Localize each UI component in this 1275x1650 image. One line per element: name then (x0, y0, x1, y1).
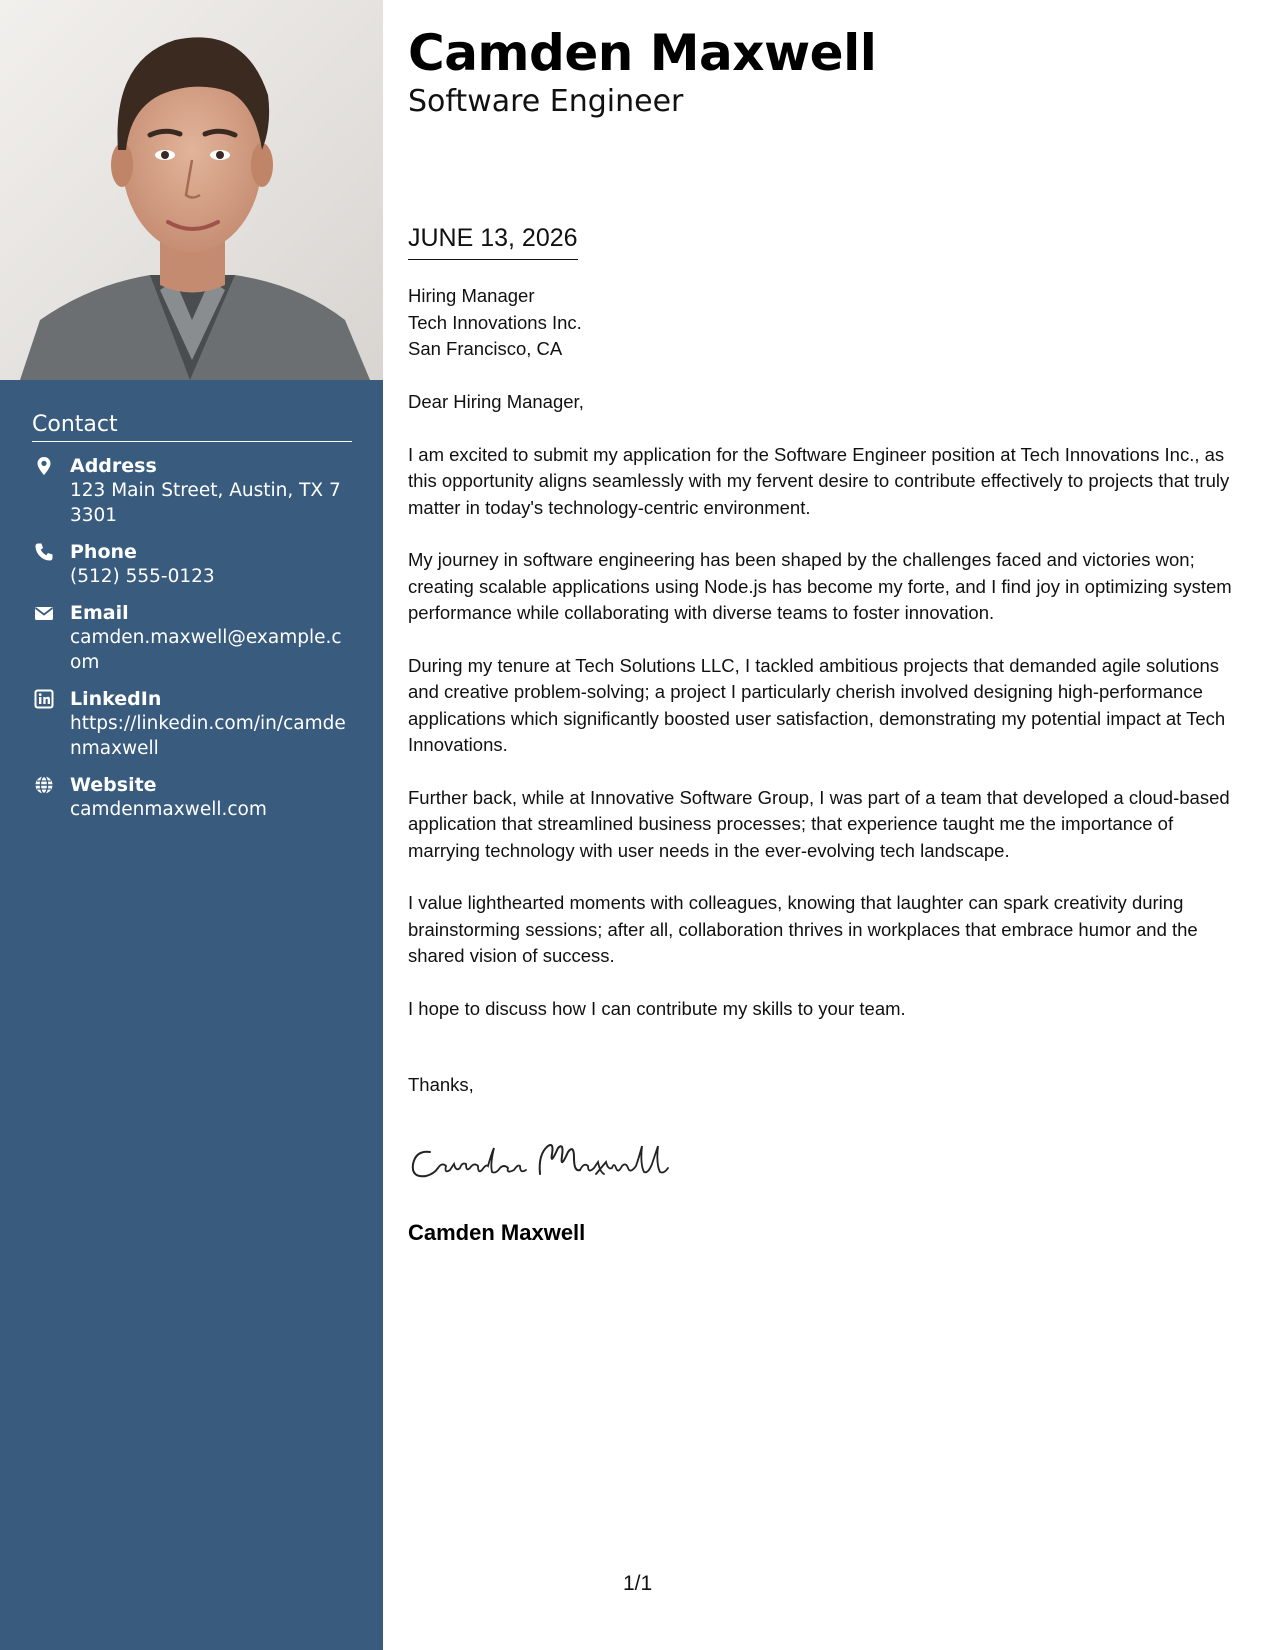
recipient-line: Hiring Manager (408, 285, 535, 306)
contact-item-phone (32, 540, 352, 589)
contact-value[interactable]: camdenmaxwell.com (70, 799, 267, 820)
contact-value: (512) 555-0123 (70, 566, 215, 587)
body-paragraph: Further back, while at Innovative Software Group, I was part of a team that developed a cloud-based application that streamlined business processes; that experience taught me the importance of marrying technology with user needs in the ever-evolving tech landscape. (408, 786, 1230, 861)
signed-name: Camden Maxwell (408, 1220, 586, 1245)
recipient-line: Tech Innovations Inc. (408, 311, 582, 333)
sidebar (0, 0, 383, 1650)
phone-icon (34, 542, 54, 562)
letter-body (408, 389, 1248, 1048)
body-paragraph: I am excited to submit my application for the Software Engineer position at Tech Innovations Inc., as this opportunity aligns seamlessly with my fervent desire to contribute effectively to projects that truly matter in today's technology-centric environment. (408, 443, 1230, 518)
linkedin-icon (34, 689, 54, 709)
recipient-line: San Francisco, CA (408, 338, 563, 359)
body-paragraph: During my tenure at Tech Solutions LLC, I tackled ambitious projects that demanded agile solutions and creative problem-solving; a project I particularly cherish involved designing high-performance applications which significantly boosted user satisfaction, demonstrating my potential impact at Tech Innovations. (408, 654, 1226, 755)
recipient-block (408, 283, 582, 363)
contact-value: 123 Main Street, Austin, TX 73301 (70, 480, 341, 526)
contact-item-linkedin (32, 687, 352, 761)
contact-value: camden.maxwell@example.com (70, 627, 342, 673)
globe-icon (34, 775, 54, 795)
contact-label: LinkedIn (70, 688, 162, 710)
contact-item-website (32, 773, 352, 822)
profile-photo (0, 0, 383, 380)
salutation: Dear Hiring Manager, (408, 391, 584, 412)
handwritten-signature (408, 1134, 688, 1190)
contact-label: Email (70, 602, 129, 624)
page-indicator: 1/1 (623, 1572, 653, 1595)
closing: Thanks, (408, 1074, 474, 1095)
body-paragraph: I hope to discuss how I can contribute my skills to your team. (408, 997, 906, 1019)
applicant-name: Camden Maxwell (408, 24, 877, 82)
mail-icon (34, 603, 54, 623)
body-paragraph: My journey in software engineering has been shaped by the challenges faced and victories won; creating scalable applications using Node.js has become my forte, and I find joy in optimizing system performance while collaborating with diverse teams to foster innovation. (408, 549, 1232, 623)
letter-date: JUNE 13, 2026 (408, 224, 578, 260)
contact-label: Website (70, 774, 157, 796)
contact-label: Phone (70, 541, 137, 563)
contact-heading: Contact (32, 412, 352, 442)
body-paragraph: I value lighthearted moments with colleagues, knowing that laughter can spark creativity during brainstorming sessions; after all, collaboration thrives in workplaces that embrace humor and the shared vision of success. (408, 892, 1198, 966)
contact-item-email (32, 601, 352, 675)
contact-section (32, 412, 352, 822)
applicant-job-title: Software Engineer (408, 84, 684, 119)
contact-item-address (32, 454, 352, 528)
contact-value[interactable]: https://linkedin.com/in/camdenmaxwell (70, 713, 346, 759)
map-pin-icon (34, 456, 54, 476)
contact-label: Address (70, 455, 157, 477)
